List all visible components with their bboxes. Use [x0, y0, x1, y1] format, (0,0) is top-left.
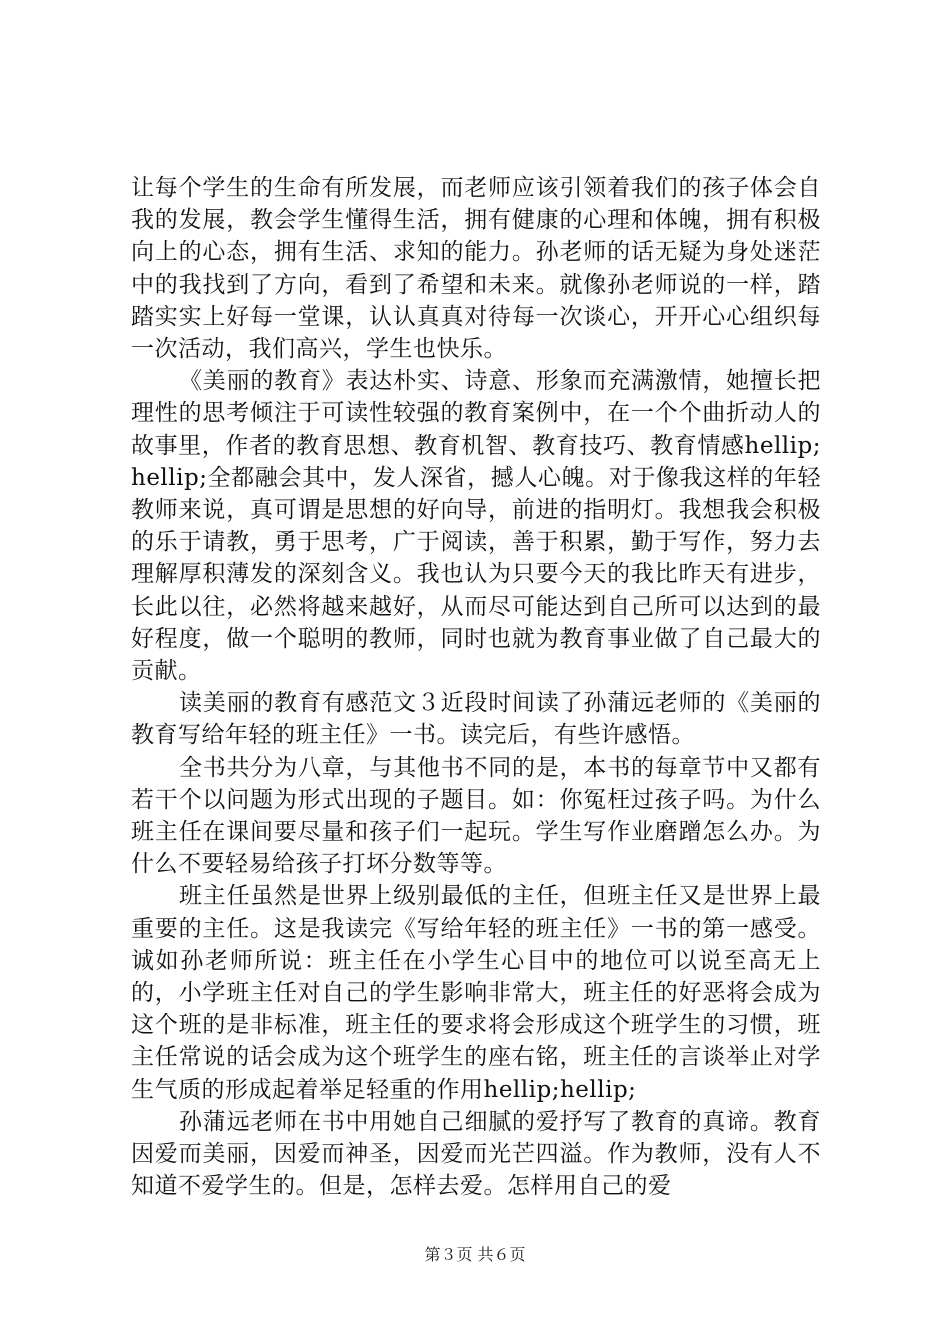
paragraph-3: 读美丽的教育有感范文３近段时间读了孙蒲远老师的《美丽的教育写给年轻的班主任》一书。读完后，有些许感悟。 [131, 690, 821, 749]
paragraph-2: 《美丽的教育》表达朴实、诗意、形象而充满激情，她擅长把理性的思考倾注于可读性较强的教育案例中，在一个个曲折动人的故事里，作者的教育思想、教育机智、教育技巧、教育情感hellip;hellip;全都融会其中，发人深省，撼人心魄。对于像我这样的年轻教师来说，真可谓是思想的好向导，前进的指明灯。我想我会积极的乐于请教，勇于思考，广于阅读，善于积累，勤于写作，努力去理解厚积薄发的深刻含义。我也认为只要今天的我比昨天有进步，长此以往，必然将越来越好，从而尽可能达到自己所可以达到的最好程度，做一个聪明的教师，同时也就为教育事业做了自己最大的贡献。 [131, 368, 821, 685]
paragraph-5: 班主任虽然是世界上级别最低的主任，但班主任又是世界上最重要的主任。这是我读完《写给年轻的班主任》一书的第一感受。诚如孙老师所说：班主任在小学生心目中的地位可以说至高无上的，小学班主任对自己的学生影响非常大，班主任的好恶将会成为这个班的是非标准，班主任的要求将会形成这个班学生的习惯，班主任常说的话会成为这个班学生的座右铭，班主任的言谈举止对学生气质的形成起着举足轻重的作用hellip;hellip; [131, 883, 821, 1103]
document-body [131, 172, 821, 1203]
paragraph-4: 全书共分为八章，与其他书不同的是，本书的每章节中又都有若干个以问题为形式出现的子题目。如：你冤枉过孩子吗。为什么班主任在课间要尽量和孩子们一起玩。学生写作业磨蹭怎么办。为什么不要轻易给孩子打坏分数等等。 [131, 754, 821, 878]
page-number-footer: 第３页 共６页 [424, 1245, 526, 1264]
paragraph-1: 让每个学生的生命有所发展，而老师应该引领着我们的孩子体会自我的发展，教会学生懂得生活，拥有健康的心理和体魄，拥有积极向上的心态，拥有生活、求知的能力。孙老师的话无疑为身处迷茫中的我找到了方向，看到了希望和未来。就像孙老师说的一样，踏踏实实上好每一堂课，认认真真对待每一次谈心，开开心心组织每一次活动，我们高兴，学生也快乐。 [131, 175, 821, 363]
paragraph-6: 孙蒲远老师在书中用她自己细腻的爱抒写了教育的真谛。教育因爱而美丽，因爱而神圣，因爱而光芒四溢。作为教师，没有人不知道不爱学生的。但是，怎样去爱。怎样用自己的爱 [131, 1108, 821, 1200]
